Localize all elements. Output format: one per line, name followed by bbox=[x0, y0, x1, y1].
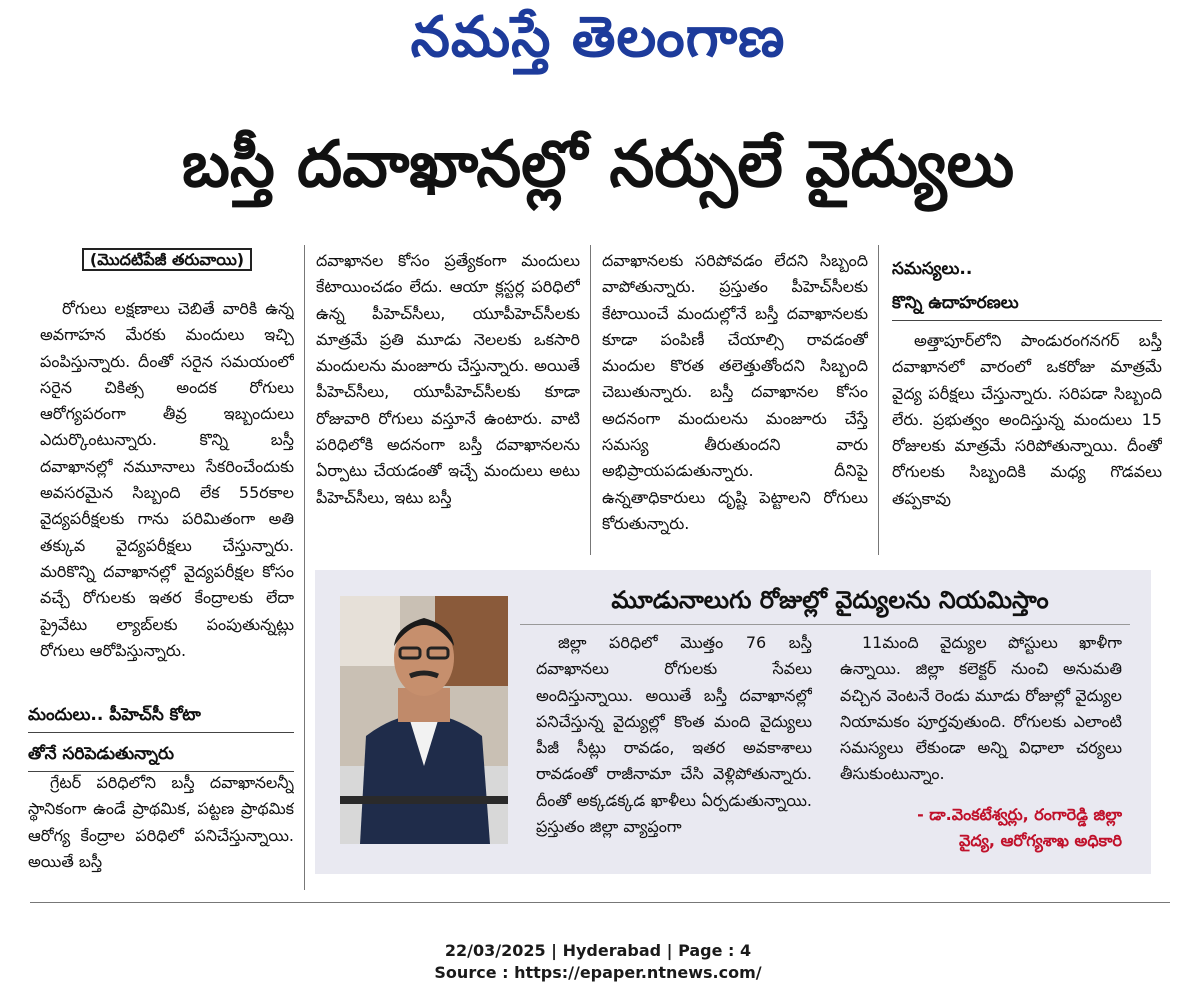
column-divider bbox=[878, 245, 879, 555]
inset-title-rule bbox=[520, 624, 1130, 625]
inset-signature bbox=[840, 802, 1122, 854]
col2-article-text bbox=[316, 248, 580, 560]
continued-label: (మొదటిపేజీ తరువాయి) bbox=[82, 248, 252, 271]
col2-paragraph-1: దవాఖానల కోసం ప్రత్యేకంగా మందులు కేటాయించడం లేదు. ఆయా క్లస్టర్ల పరిధిలో ఉన్న పీహెచ్‌సీలు, యూపీహెచ్‌సీలకు మాత్రమే ప్రతి మూడు నెలలకు ఒకసారి మందులను మంజూరు చేస్తున్నారు. అయితే పీహెచ్‌సీలు, యూపీహెచ్‌సీలకు కూడా రోజువారి రోగులు వస్తూనే ఉంటారు. వాటి పరిధిలోకి అదనంగా బస్తీ దవాఖానలను ఏర్పాటు చేయడంతో ఇచ్చే మందులు అటు పీహెచ్‌సీలు, ఇటు బస్తీ bbox=[316, 251, 580, 507]
signature-line-1: - డా.వెంకటేశ్వర్లు, రంగారెడ్డి జిల్లా bbox=[917, 805, 1122, 824]
col4-paragraph-1: అత్తాపూర్‌లోని పాండురంగనగర్ బస్తీ దవాఖానలో వారంలో ఒకరోజు మాత్రమే వైద్య పరీక్షలు చేస్తున్నారు. సరిపడా సిబ్బంది లేరు. ప్రభుత్వం అందిస్తున్న మందులు 15 రోజులకు మాత్రమే సరిపోతున్నాయి. దీంతో రోగులకు సిబ్బందికి మధ్య గొడవలు తప్పకావు bbox=[892, 331, 1162, 508]
official-photo bbox=[340, 596, 508, 844]
continued-label-wrap bbox=[40, 248, 294, 272]
col1-subhead bbox=[28, 700, 294, 772]
signature-line-2: వైద్య, ఆరోగ్యశాఖ అధికారి bbox=[959, 831, 1122, 850]
page-divider bbox=[30, 902, 1170, 903]
masthead-logo: నమస్తే తెలంగాణ bbox=[410, 4, 786, 70]
col1-subhead-line-2: తోనే సరిపెడుతున్నారు bbox=[28, 739, 294, 772]
col4-subhead bbox=[892, 254, 1162, 321]
col4-subhead-line-1: సమస్యలు.. bbox=[892, 259, 973, 279]
col1-article-text-2 bbox=[28, 770, 294, 880]
col1-subhead-line-1: మందులు.. పీహెచ్‌సీ కోటా bbox=[28, 700, 294, 733]
inset-paragraph-right: 11మంది వైద్యుల పోస్టులు ఖాళీగా ఉన్నాయి. జిల్లా కలెక్టర్ నుంచి అనుమతి వచ్చిన వెంటనే రెండు మూడు రోజుల్లో వైద్యుల నియామకం పూర్తవుతుంది. రోగులకు ఎలాంటి సమస్యలు లేకుండా అన్ని విధాలా చర్యలు తీసుకుంటున్నాం. bbox=[840, 633, 1122, 784]
col4-subhead-line-2: కొన్ని ఉదాహరణలు bbox=[892, 288, 1162, 321]
column-divider bbox=[590, 245, 591, 555]
col1-article-text bbox=[40, 296, 294, 688]
col1-paragraph-2: గ్రేటర్ పరిధిలోని బస్తీ దవాఖానలన్నీ స్థానికంగా ఉండే ప్రాథమిక, పట్టణ ప్రాథమిక ఆరోగ్య కేంద్రాల పరిధిలో పనిచేస్తున్నాయి. అయితే బస్తీ bbox=[28, 773, 294, 871]
inset-text-left bbox=[536, 630, 812, 862]
cut-off-text-marks bbox=[30, 919, 1170, 920]
inset-text-right bbox=[840, 630, 1122, 800]
official-photo-illustration bbox=[340, 596, 508, 844]
col1-paragraph-1: రోగులు లక్షణాలు చెబితే వారికి ఉన్న అవగాహన మేరకు మందులు ఇచ్చి పంపిస్తున్నారు. దీంతో సరైన సమయంలో సరైన చికిత్స అందక రోగులు ఆరోగ్యపరంగా తీవ్ర ఇబ్బందులు ఎదుర్కొంటున్నారు. కొన్ని బస్తీ దవాఖానల్లో నమూనాలు సేకరించేందుకు అవసరమైన సిబ్బంది లేక 55రకాల వైద్యపరీక్షలకు గాను పరిమితంగా అతి తక్కువ వైద్యపరీక్షలు చేస్తున్నారు. మరికొన్ని దవాఖానల్లో వైద్యపరీక్షల కోసం వచ్చే రోగులకు ఇతర కేంద్రాలకు లేదా ప్రైవేటు ల్యాబ్‌లకు పంపుతున్నట్లు రోగులు ఆరోపిస్తున్నారు. bbox=[40, 299, 294, 660]
inset-title: మూడునాలుగు రోజుల్లో వైద్యులను నియమిస్తాం bbox=[611, 586, 1049, 614]
headline: బస్తీ దవాఖానల్లో నర్సులే వైద్యులు bbox=[181, 128, 1015, 202]
col4-article-text bbox=[892, 328, 1162, 560]
page-footer bbox=[0, 940, 1196, 984]
col3-article-text bbox=[602, 248, 868, 560]
inset-paragraph-left: జిల్లా పరిధిలో మొత్తం 76 బస్తీ దవాఖానలు రోగులకు సేవలు అందిస్తున్నాయి. అయితే బస్తీ దవాఖానల్లో పనిచేస్తున్న వైద్యుల్లో కొంత మంది వైద్యులు పీజీ సీట్లు రావడం, ఇతర అవకాశాలు రావడంతో రాజీనామా చేసి వెళ్లిపోతున్నారు. దీంతో అక్కడక్కడ ఖాళీలు ఏర్పడుతున్నాయి. ప్రస్తుతం జిల్లా వ్యాప్తంగా bbox=[536, 633, 812, 837]
cut-off-next-headline bbox=[30, 912, 1170, 920]
footer-source-link: Source : https://epaper.ntnews.com/ bbox=[434, 963, 762, 982]
column-divider bbox=[304, 245, 305, 890]
footer-date-city-page: 22/03/2025 | Hyderabad | Page : 4 bbox=[444, 941, 752, 960]
col3-paragraph-1: దవాఖానలకు సరిపోవడం లేదని సిబ్బంది వాపోతున్నారు. ప్రస్తుతం పీహెచ్‌సీలకు కేటాయించే మందుల్లోనే బస్తీ దవాఖానలకు కూడా పంపిణీ చేయాల్సి రావడంతో మందుల కొరత తలెత్తుతోందని సిబ్బంది చెబుతున్నారు. బస్తీ దవాఖానల కోసం అదనంగా మందులను మంజూరు చేస్తే సమస్య తీరుతుందని వారు అభిప్రాయపడుతున్నారు. దీనిపై ఉన్నతాధికారులు దృష్టి పెట్టాలని రోగులు కోరుతున్నారు. bbox=[602, 251, 868, 533]
